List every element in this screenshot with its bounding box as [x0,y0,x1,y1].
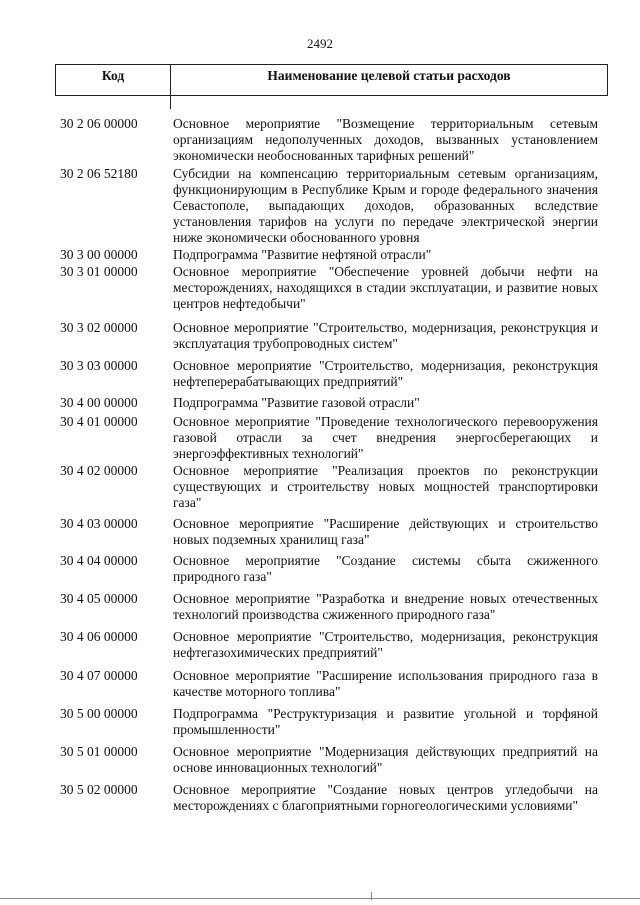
row-name: Подпрограмма "Развитие нефтяной отрасли" [173,247,432,262]
row-name: Подпрограмма "Реструктуризация и развитие угольной и торфяной промышленности" [173,706,598,737]
page-bottom-tick [371,892,372,900]
row-code: 30 3 02 00000 [60,320,138,335]
row-name: Основное мероприятие "Расширение использования природного газа в качестве моторного топлива" [173,668,598,699]
row-name: Основное мероприятие "Проведение технологического перевооружения газовой отрасли за счет внедрения энергосберегающих и энергоэффективных технологий" [173,414,598,461]
row-name: Основное мероприятие "Создание новых центров угледобычи на месторождениях с благоприятными горногеологическими условиями" [173,782,598,813]
row-name: Основное мероприятие "Расширение действующих и строительство новых подземных хранилищ газа" [173,516,598,547]
page-number: 2492 [307,36,333,51]
row-code: 30 4 04 00000 [60,553,138,568]
row-name: Основное мероприятие "Модернизация действующих предприятий на основе инновационных технологий" [173,744,598,775]
row-name: Основное мероприятие "Возмещение территориальным сетевым организациям недополученных доходов, вызванных установлением экономически необоснованных тарифных решений" [173,116,598,163]
column-divider [170,95,171,109]
table-header [55,64,608,96]
row-code: 30 3 00 00000 [60,247,138,262]
row-code: 30 2 06 52180 [60,166,138,181]
row-name: Основное мероприятие "Строительство, модернизация, реконструкция нефтегазохимических предприятий" [173,629,598,660]
row-code: 30 4 06 00000 [60,629,138,644]
row-code: 30 4 02 00000 [60,463,138,478]
row-name: Основное мероприятие "Строительство, модернизация, реконструкция нефтеперерабатывающих предприятий" [173,358,598,389]
row-name: Основное мероприятие "Обеспечение уровней добычи нефти на месторождениях, находящихся в стадии эксплуатации, и развитие новых центров нефтедобычи" [173,264,598,311]
row-code: 30 4 05 00000 [60,591,138,606]
header-name: Наименование целевой статьи расходов [267,68,511,83]
row-name: Основное мероприятие "Разработка и внедрение новых отечественных технологий производства сжиженного природного газа" [173,591,598,622]
row-name: Подпрограмма "Развитие газовой отрасли" [173,395,420,410]
header-code: Код [56,65,171,95]
row-name: Основное мероприятие "Строительство, модернизация, реконструкция и эксплуатация трубопроводных систем" [173,320,598,351]
row-code: 30 5 01 00000 [60,744,138,759]
row-code: 30 4 03 00000 [60,516,138,531]
row-code: 30 2 06 00000 [60,116,138,131]
row-code: 30 3 01 00000 [60,264,138,279]
row-code: 30 3 03 00000 [60,358,138,373]
row-name: Основное мероприятие "Реализация проектов по реконструкции существующих и строительству новых мощностей транспортировки газа" [173,463,598,510]
row-code: 30 5 02 00000 [60,782,138,797]
row-code: 30 4 01 00000 [60,414,138,429]
page-bottom-edge [0,898,640,899]
row-name: Основное мероприятие "Создание системы сбыта сжиженного природного газа" [173,553,598,584]
row-code: 30 5 00 00000 [60,706,138,721]
row-name: Субсидии на компенсацию территориальным сетевым организациям, функционирующим в Республике Крым и городе федерального значения Севастополе, выпадающих доходов, образованных вследствие установления тарифов на услуги по передаче электрической энергии ниже экономически обоснованного уровня [173,166,598,245]
row-code: 30 4 00 00000 [60,395,138,410]
row-code: 30 4 07 00000 [60,668,138,683]
